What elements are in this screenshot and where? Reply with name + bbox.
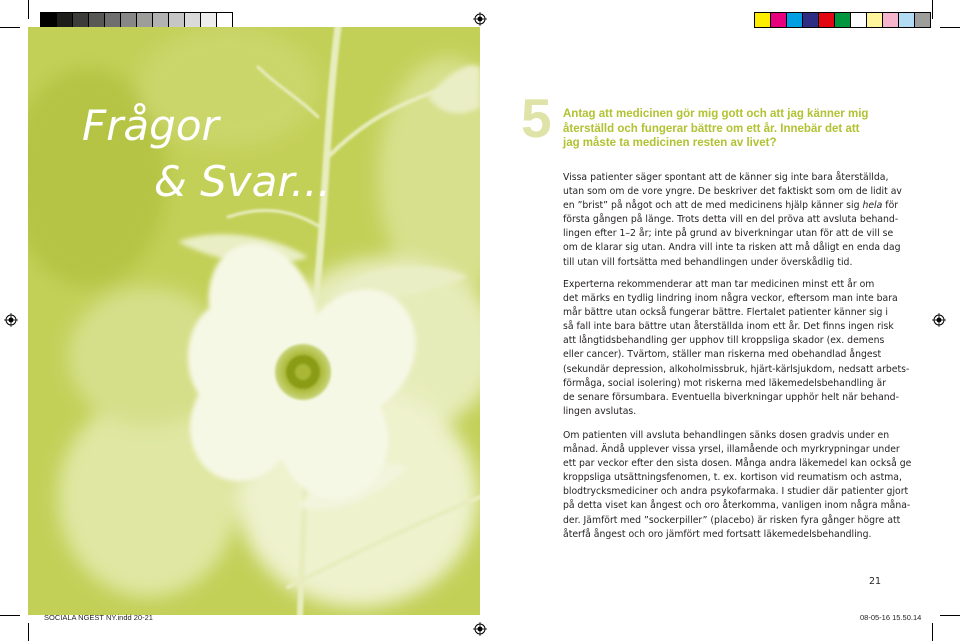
gray-swatch bbox=[153, 13, 169, 27]
text-line: förmåga, social isolering) mot riskerna med läkemedelsbehandling är bbox=[563, 377, 887, 389]
page-number: 21 bbox=[869, 576, 882, 587]
emphasis-text: hela bbox=[862, 200, 883, 212]
color-swatch bbox=[819, 13, 835, 27]
gray-swatch bbox=[41, 13, 57, 27]
registration-mark-icon bbox=[473, 12, 487, 26]
answer-paragraph-2 bbox=[563, 278, 909, 419]
question-line: Antag att medicinen gör mig gott och att jag känner mig bbox=[563, 108, 869, 120]
text-line: lingen efter 1–2 år; inte på grund av biverkningar utan för att de vill se bbox=[563, 228, 894, 240]
registration-mark-icon bbox=[4, 313, 18, 327]
gray-swatch bbox=[73, 13, 89, 27]
question-number: 5 bbox=[521, 87, 552, 149]
gray-swatch bbox=[185, 13, 201, 27]
text-line: det märks en tydlig lindring inom några veckor, eftersom man inte bara bbox=[563, 293, 898, 305]
crop-mark bbox=[0, 27, 20, 28]
registration-mark-icon bbox=[932, 313, 946, 327]
registration-mark-icon bbox=[473, 622, 487, 636]
crop-mark bbox=[28, 623, 29, 641]
text-line: månad. Ändå upplever vissa yrsel, illamående och myrkrypningar under bbox=[563, 444, 900, 456]
gray-swatch bbox=[89, 13, 105, 27]
text-line: första gången på länge. Trots detta vill en del pröva att avsluta behand- bbox=[563, 214, 899, 226]
color-swatch bbox=[755, 13, 771, 27]
text-line: mår bättre utan också fungerar bättre. Flertalet patienter känner sig i bbox=[563, 307, 888, 319]
gray-swatch bbox=[57, 13, 73, 27]
text-line: (sekundär depression, alkoholmissbruk, hjärt-kärlsjukdom, nedsatt arbets- bbox=[563, 363, 910, 375]
text-line: Vissa patienter säger spontant att de känner sig inte bara återställda, bbox=[563, 172, 889, 183]
gray-swatch bbox=[201, 13, 217, 27]
gray-swatch bbox=[121, 13, 137, 27]
crop-mark bbox=[932, 0, 933, 19]
text-line: kroppsliga utsättningsfenomen, t. ex. kortison vid reumatism och astma, bbox=[563, 472, 902, 484]
text-line: de senare försumbara. Eventuella biverkningar upphör helt när behand- bbox=[563, 391, 899, 403]
text-line: Experterna rekommenderar att man tar medicinen minst ett år om bbox=[563, 279, 875, 290]
color-swatch bbox=[851, 13, 867, 27]
slug-timestamp: 08-05-16 15.50.14 bbox=[860, 613, 922, 622]
gray-swatch bbox=[217, 13, 232, 27]
gray-control-strip bbox=[40, 12, 233, 28]
text-line: på detta viset kan ångest och oro återkomma, vanligen inom några måna- bbox=[563, 500, 911, 512]
gray-swatch bbox=[105, 13, 121, 27]
gray-swatch bbox=[169, 13, 185, 27]
text-line: en ”brist” på något och att de med medicinens hjälp känner sig hela för bbox=[563, 200, 899, 212]
color-swatch bbox=[787, 13, 803, 27]
color-swatch bbox=[915, 13, 930, 27]
text-line: utan som om de vore yngre. De beskriver det faktiskt som om de lidit av bbox=[563, 186, 902, 198]
title-line-2: & Svar... bbox=[154, 157, 331, 206]
crop-mark bbox=[940, 27, 960, 28]
color-swatch bbox=[899, 13, 915, 27]
color-swatch bbox=[771, 13, 787, 27]
slug-filename: SOCIALA NGEST NY.indd 20-21 bbox=[44, 613, 153, 622]
crop-mark bbox=[932, 623, 933, 641]
crop-mark bbox=[28, 0, 29, 19]
text-line: lingen avslutas. bbox=[563, 405, 637, 417]
text-line: Om patienten vill avsluta behandlingen sänks dosen gradvis under en bbox=[563, 430, 890, 441]
text-line: ett par veckor efter den sista dosen. Många andra läkemedel kan också ge bbox=[563, 458, 912, 470]
text-line: eller cancer). Tvärtom, ställer man riskerna med obehandlad ångest bbox=[563, 349, 882, 361]
question-line: återställd och fungerar bättre om ett år. Innebär det att bbox=[563, 122, 860, 135]
crop-mark bbox=[0, 615, 20, 616]
text-line: att långtidsbehandling ger upphov till kroppsliga skador (ex. demens bbox=[563, 335, 885, 347]
gray-swatch bbox=[137, 13, 153, 27]
text-line: så fall inte bara bättre utan återställda inom ett år. Det finns ingen risk bbox=[563, 321, 894, 333]
text-line: om de klarar sig utan. Andra vill inte ta risken att må dåligt en enda dag bbox=[563, 242, 901, 254]
color-swatch bbox=[803, 13, 819, 27]
answer-paragraph-3 bbox=[563, 429, 911, 542]
question-line: jag måste ta medicinen resten av livet? bbox=[563, 137, 777, 149]
color-swatch bbox=[867, 13, 883, 27]
answer-paragraph-1 bbox=[563, 171, 902, 270]
text-line: återfå ångest och oro jämfört med fortsatt läkemedelsbehandling. bbox=[563, 528, 872, 540]
color-control-strip bbox=[754, 12, 931, 28]
page-title bbox=[82, 98, 331, 210]
text-line: blodtrycksmediciner och andra psykofarmaka. I studier där patienter gjort bbox=[563, 486, 909, 498]
color-swatch bbox=[883, 13, 899, 27]
question-heading bbox=[563, 107, 883, 151]
title-line-1: Frågor bbox=[82, 101, 219, 150]
crop-mark bbox=[940, 615, 960, 616]
text-line: till utan vill fortsätta med behandlingen under överskådlig tid. bbox=[563, 256, 853, 268]
text-line: der. Jämfört med ”sockerpiller” (placebo) är risken fyra gånger högre att bbox=[563, 514, 901, 526]
color-swatch bbox=[835, 13, 851, 27]
